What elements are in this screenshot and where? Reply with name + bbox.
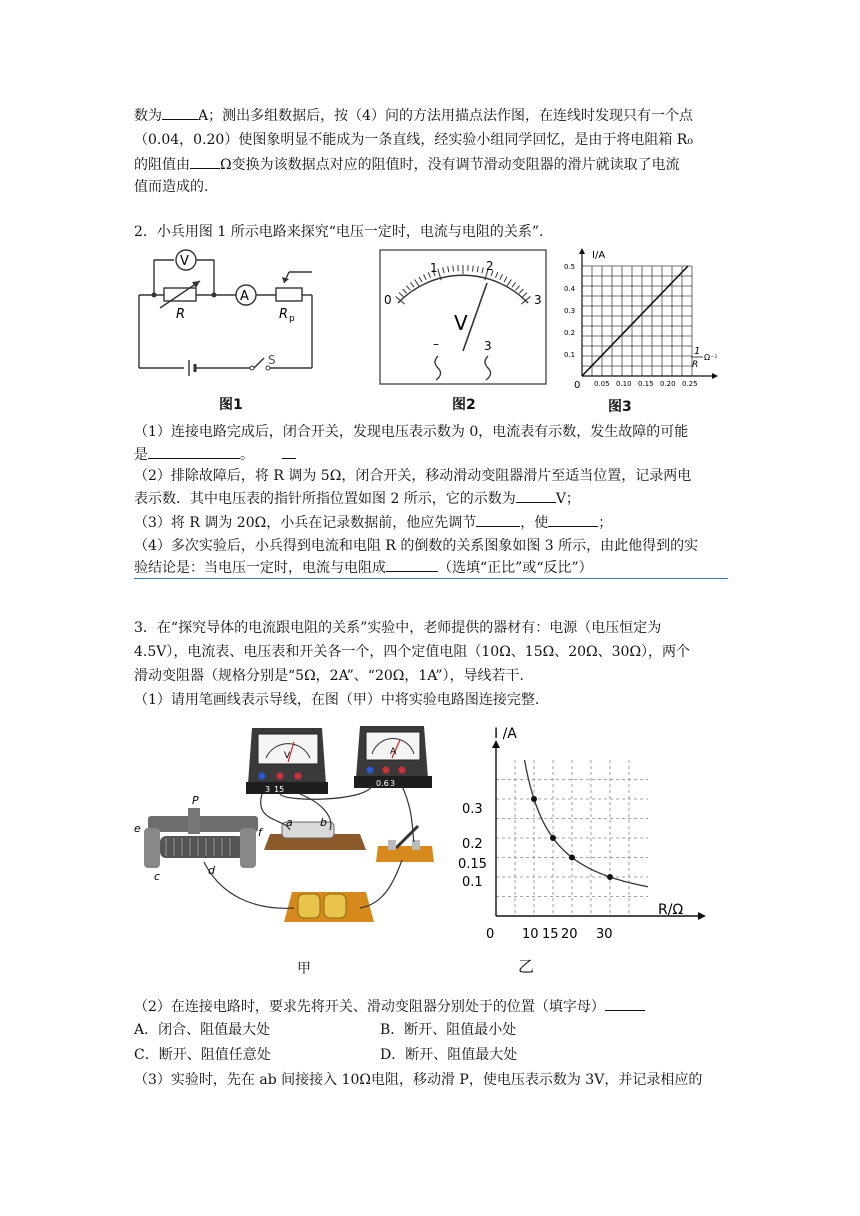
x-axis-arrow [698, 912, 706, 920]
terminal-pos-label: 3 [484, 339, 492, 353]
x-tick: 20 [561, 927, 578, 942]
rheostat-label: R [279, 307, 289, 322]
q3-line-1: 3．在“探究导体的电流跟电阻的关系”实验中，老师提供的器材有：电源（电压恒定为 [134, 620, 662, 636]
data-point [550, 835, 556, 841]
q2-stem: 2．小兵用图 1 所示电路来探究“电压一定时，电流与电阻的关系”. [134, 224, 544, 240]
text: 数为 [134, 108, 162, 124]
text: Ω变换为该数据点对应的阻值时，没有调节滑动变阻器的滑片就读取了电流 [220, 157, 680, 173]
label-d: d [208, 864, 215, 877]
option-c[interactable]: C．断开、阻值任意处 [134, 1047, 271, 1063]
voltmeter-label: V [180, 254, 189, 269]
y-tick: 0.1 [564, 351, 576, 359]
x-axis-label: R/Ω [658, 902, 684, 918]
q2-part1-b [134, 444, 296, 465]
terminal-neg-label: – [433, 337, 439, 351]
q1-line-2: （0.04，0.20）使图象明显不能成为一条直线，经实验小组同学回忆，是由于将电阻箱 R₀ [134, 132, 693, 148]
text: 验结论是：当电压一定时，电流与电阻成 [134, 560, 386, 576]
label-P: P [192, 794, 199, 807]
scale-0: 0 [384, 293, 392, 307]
x-tick: 0.15 [638, 380, 654, 388]
y-tick: 0.1 [462, 875, 483, 890]
y-tick: 0.5 [564, 263, 576, 271]
text: （3）将 R 调为 20Ω，小兵在记录数据前，他应先调节 [134, 515, 477, 531]
figure-2-caption: 图2 [452, 397, 476, 413]
label-e: e [134, 822, 141, 835]
text: 表示数．其中电压表的指针所指位置如图 2 所示，它的示数为 [134, 491, 516, 507]
answer-blank[interactable] [605, 996, 645, 1011]
meter-symbol: V [454, 311, 468, 335]
switch-label: S [268, 353, 276, 367]
voltmeter-terminal-15: 15 [274, 785, 285, 794]
x-tick: 0.10 [616, 380, 632, 388]
q1-line-1 [134, 105, 693, 126]
data-point [607, 874, 613, 880]
label-b: b [320, 816, 327, 829]
figure-3-graph [562, 246, 722, 394]
y-axis-label: I/A [592, 250, 606, 261]
q3-part1: （1）请用笔画线表示导线，在图（甲）中将实验电路图连接完整. [134, 692, 540, 708]
figure-yi-caption: 乙 [518, 957, 535, 976]
q2-part4-b [134, 557, 593, 578]
fit-curve [525, 760, 649, 887]
y-tick: 0.3 [462, 802, 483, 817]
ammeter-label: A [240, 289, 249, 304]
text: ； [598, 515, 613, 531]
y-axis-label: I /A [494, 726, 517, 742]
x-axis-label: Ω⁻¹ [704, 353, 718, 362]
x-tick: 30 [596, 927, 613, 942]
scale-3: 3 [534, 293, 542, 307]
y-tick: 0.4 [564, 285, 576, 293]
ammeter-terminal-3: 3 [390, 779, 396, 788]
data-point [531, 796, 537, 802]
answer-blank[interactable] [190, 154, 220, 169]
q3-line-3: 滑动变阻器（规格分别是“5Ω，2A”、“20Ω，1A”），导线若干. [134, 668, 524, 684]
figure-jia-apparatus [134, 722, 444, 942]
ammeter-terminal-0.6: 0.6 [376, 779, 389, 788]
x-tick: 0.25 [682, 380, 698, 388]
origin-label: 0 [486, 927, 495, 942]
text: 的阻值由 [134, 157, 190, 173]
text: A；测出多组数据后，按（4）问的方法用描点法作图，在连线时发现只有一个点 [198, 108, 694, 124]
answer-blank[interactable] [516, 488, 556, 503]
scale-2: 2 [486, 259, 494, 273]
q3-line-2: 4.5V），电流表、电压表和开关各一个，四个定值电阻（10Ω、15Ω、20Ω、30Ω），两个 [134, 644, 691, 660]
x-tick: 15 [542, 927, 559, 942]
option-b[interactable]: B．断开、阻值最小处 [380, 1022, 517, 1038]
origin-label: 0 [574, 380, 581, 391]
x-tick: 10 [522, 927, 539, 942]
answer-blank[interactable] [282, 444, 296, 459]
figure-jia-caption: 甲 [297, 961, 311, 977]
section-divider [134, 578, 728, 579]
text: ，使 [520, 515, 549, 531]
voltmeter-terminal-3: 3 [265, 785, 271, 794]
text: 。 [240, 447, 254, 463]
data-point [569, 855, 575, 861]
answer-blank[interactable] [548, 512, 598, 527]
answer-blank[interactable] [386, 557, 438, 572]
text: 是 [134, 447, 148, 463]
q3-part2 [134, 996, 645, 1017]
x-tick: 0.20 [660, 380, 676, 388]
figure-3-caption: 图3 [608, 399, 632, 415]
scale-1: 1 [430, 261, 438, 275]
y-tick: 0.3 [564, 307, 576, 315]
label-f: f [258, 826, 262, 839]
x-axis-fraction: 1 [694, 346, 701, 357]
y-tick: 0.2 [462, 837, 483, 852]
answer-blank[interactable] [148, 444, 240, 459]
q3-part3: （3）实验时，先在 ab 间接接入 10Ω电阻，移动滑 P，使电压表示数为 3V，并记录相应的 [134, 1072, 703, 1088]
answer-blank[interactable] [476, 512, 520, 527]
figure-1-circuit [134, 248, 324, 388]
answer-blank[interactable] [162, 105, 198, 120]
label-a: a [286, 816, 293, 829]
q1-line-4: 值而造成的. [134, 179, 209, 195]
y-tick: 0.15 [458, 857, 487, 872]
text: （选填“正比”或“反比”） [438, 560, 593, 576]
figure-yi-chart [458, 720, 708, 980]
option-a[interactable]: A．闭合、阻值最大处 [134, 1022, 271, 1038]
resistor-label: R [176, 307, 186, 322]
y-tick: 0.2 [564, 329, 576, 337]
q2-part1-a: （1）连接电路完成后，闭合开关，发现电压表示数为 0，电流表有示数，发生故障的可能 [134, 424, 689, 440]
q2-part2-a: （2）排除故障后，将 R 调为 5Ω，闭合开关，移动滑动变阻器滑片至适当位置，记录两电 [134, 468, 692, 484]
text: V； [555, 491, 580, 507]
option-d[interactable]: D．断开、阻值最大处 [380, 1047, 518, 1063]
figure-2-voltmeter [378, 248, 548, 388]
q2-part4-a: （4）多次实验后，小兵得到电流和电阻 R 的倒数的关系图象如图 3 所示，由此他得到的实 [134, 538, 699, 554]
q2-part2-b [134, 488, 580, 509]
x-tick: 0.05 [594, 380, 610, 388]
rheostat-subscript: p [289, 314, 295, 324]
q1-line-3 [134, 154, 680, 175]
x-axis-fraction-denominator: R [692, 360, 699, 370]
label-c: c [154, 870, 161, 883]
ammeter-face-label: A [390, 747, 397, 757]
text: （2）在连接电路时，要求先将开关、滑动变阻器分别处于的位置（填字母） [134, 999, 605, 1015]
q2-part3 [134, 512, 612, 533]
figure-1-caption: 图1 [219, 397, 243, 413]
voltmeter-face-label: V [284, 751, 291, 761]
